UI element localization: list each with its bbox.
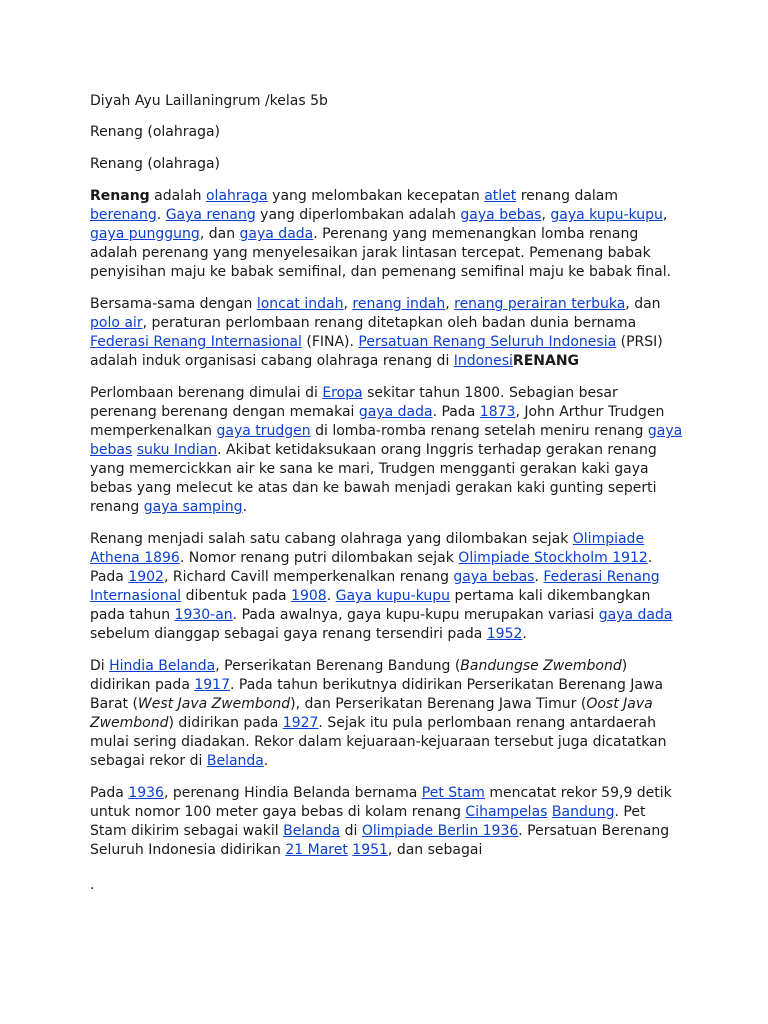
text-line — [90, 530, 644, 549]
text-line — [90, 549, 652, 568]
text-run: Perlombaan berenang dimulai di — [90, 385, 323, 401]
text-run: dibentuk pada — [181, 588, 292, 604]
text-run: adalah — [149, 188, 206, 204]
text-run: yang diperlombakan adalah — [255, 207, 461, 223]
text-line — [90, 784, 672, 803]
text-line — [90, 822, 669, 841]
wiki-link[interactable]: 21 Maret — [285, 842, 348, 858]
wiki-link[interactable]: Gaya kupu-kupu — [335, 588, 451, 604]
text-line — [90, 384, 618, 403]
document-title: Renang (olahraga) — [90, 124, 221, 140]
text-run: Bersama-sama dengan — [90, 296, 257, 312]
wiki-link[interactable]: Cihampelas — [465, 804, 548, 820]
wiki-link[interactable]: 1917 — [194, 677, 230, 693]
wiki-link[interactable]: Olimpiade — [572, 531, 645, 547]
text-run: , Perserikatan Berenang Bandung ( — [215, 658, 461, 674]
wiki-link[interactable]: Persatuan Renang Seluruh Indonesia — [358, 334, 617, 350]
text-line — [90, 568, 660, 587]
text-run: mencatat rekor 59,9 detik — [484, 785, 672, 801]
text-line — [90, 403, 664, 422]
document-title-repeat: Renang (olahraga) — [90, 156, 221, 172]
text-line — [90, 206, 667, 225]
text-run: . — [326, 588, 336, 604]
text-run: yang melombakan kecepatan — [267, 188, 485, 204]
text-run: (FINA). — [301, 334, 359, 350]
wiki-link[interactable]: Gaya renang — [165, 207, 256, 223]
italic-term: Bandungse Zwembond — [460, 658, 622, 674]
text-line — [90, 695, 653, 714]
wiki-link[interactable]: Federasi Renang Internasional — [90, 334, 302, 350]
wiki-link[interactable]: olahraga — [205, 188, 268, 204]
text-line — [90, 803, 645, 822]
text-line — [90, 314, 636, 333]
text-line — [90, 657, 627, 676]
text-line — [90, 187, 618, 206]
text-run: . Pada tahun berikutnya didirikan Perserikatan Berenang Jawa — [229, 677, 664, 693]
text-line — [90, 841, 482, 860]
wiki-link[interactable]: Belanda — [206, 753, 264, 769]
text-run: . — [263, 753, 269, 769]
text-run: adalah induk organisasi cabang olahraga renang di — [90, 353, 454, 369]
text-run: pertama kali dikembangkan — [450, 588, 651, 604]
text-run: , dan — [199, 226, 240, 242]
text-line — [90, 422, 682, 441]
wiki-link[interactable]: loncat indah — [256, 296, 344, 312]
text-line — [90, 352, 579, 371]
wiki-link[interactable]: gaya dada — [358, 404, 433, 420]
text-run: perenang berenang dengan memakai — [90, 404, 359, 420]
text-run: adalah perenang yang menyelesaikan jarak lintasan tercepat. Pemenang babak — [90, 245, 651, 261]
text-line — [90, 441, 657, 460]
text-line — [90, 479, 656, 498]
text-line — [90, 752, 268, 771]
text-run: penyisihan maju ke babak semifinal, dan pemenang semifinal maju ke babak final. — [90, 264, 672, 280]
text-line — [90, 676, 663, 695]
text-run: Stam dikirim sebagai wakil — [90, 823, 284, 839]
text-run: . Pada awalnya, gaya kupu-kupu merupakan variasi — [232, 607, 599, 623]
text-run: Pada — [90, 569, 129, 585]
wiki-link[interactable]: bebas — [90, 442, 133, 458]
wiki-link[interactable]: Bandung — [551, 804, 615, 820]
text-run: , — [541, 207, 551, 223]
text-run: ) didirikan pada — [168, 715, 283, 731]
text-run: didirikan pada — [90, 677, 195, 693]
text-run: Renang menjadi salah satu cabang olahraga yang dilombakan sejak — [90, 531, 573, 547]
text-line — [90, 587, 650, 606]
wiki-link[interactable]: 1927 — [282, 715, 319, 731]
text-run: sekitar tahun 1800. Sebagian besar — [362, 385, 618, 401]
text-line — [90, 225, 638, 244]
wiki-link[interactable]: gaya samping — [143, 499, 243, 515]
text-run: , John Arthur Trudgen — [515, 404, 665, 420]
text-run: , dan — [625, 296, 661, 312]
wiki-link[interactable]: 1902 — [128, 569, 164, 585]
text-run: bebas yang melecut ke atas dan ke bawah menjadi gerakan kaki gunting seperti — [90, 480, 657, 496]
text-run: ) — [621, 658, 628, 674]
wiki-link[interactable]: 1930-an — [174, 607, 233, 623]
wiki-link[interactable]: polo air — [90, 315, 143, 331]
text-run: , perenang Hindia Belanda bernama — [163, 785, 422, 801]
text-run: renang dalam — [516, 188, 619, 204]
text-run: ), dan Perserikatan Berenang Jawa Timur ( — [290, 696, 587, 712]
wiki-link[interactable]: berenang — [90, 207, 157, 223]
text-line — [90, 625, 527, 644]
text-run: . Pet — [614, 804, 646, 820]
text-run: . Akibat ketidaksukaan orang Inggris terhadap gerakan renang — [217, 442, 657, 458]
text-line — [90, 460, 649, 479]
wiki-link[interactable]: 1936 — [128, 785, 164, 801]
text-run: . — [522, 626, 527, 642]
italic-term: West Java Zwembond — [137, 696, 291, 712]
wiki-link[interactable]: renang perairan terbuka — [454, 296, 626, 312]
wiki-link[interactable]: gaya punggung — [90, 226, 200, 242]
text-run: . — [647, 550, 653, 566]
wiki-link[interactable]: 1951 — [352, 842, 388, 858]
wiki-link[interactable]: 1873 — [479, 404, 516, 420]
text-run: . Sejak itu pula perlombaan renang antardaerah — [318, 715, 656, 731]
text-line — [90, 733, 667, 752]
text-run: (PRSI) — [616, 334, 663, 350]
text-run: Di — [90, 658, 110, 674]
wiki-link[interactable]: Hindia Belanda — [109, 658, 216, 674]
wiki-link[interactable]: 1908 — [291, 588, 327, 604]
text-line — [90, 714, 656, 733]
text-run: sebagai rekor di — [90, 753, 207, 769]
wiki-link[interactable]: Athena 1896 — [90, 550, 180, 566]
wiki-link[interactable]: Federasi Renang — [543, 569, 660, 585]
wiki-link[interactable]: atlet — [484, 188, 517, 204]
text-run: di — [340, 823, 362, 839]
text-run: . Persatuan Berenang — [518, 823, 670, 839]
text-line — [90, 244, 651, 263]
italic-term: Zwembond — [90, 715, 169, 731]
text-line — [90, 295, 661, 314]
text-run: di lomba-romba renang setelah meniru renang — [310, 423, 648, 439]
text-line — [90, 263, 671, 282]
wiki-link[interactable]: suku Indian — [136, 442, 218, 458]
bold-term: Renang — [90, 188, 150, 204]
text-run: Pada — [90, 785, 129, 801]
wiki-link[interactable]: Olimpiade Stockholm 1912 — [458, 550, 648, 566]
wiki-link[interactable]: gaya dada — [598, 607, 673, 623]
text-run: . Perenang yang memenangkan lomba renang — [313, 226, 639, 242]
wiki-link[interactable]: Indonesi — [453, 353, 513, 369]
text-run: . — [242, 499, 248, 515]
text-run: . Nomor renang putri dilombakan sejak — [179, 550, 459, 566]
text-run: . — [534, 569, 544, 585]
text-run: . — [156, 207, 166, 223]
wiki-link[interactable]: Pet Stam — [421, 785, 485, 801]
wiki-link[interactable]: gaya bebas — [453, 569, 535, 585]
wiki-link[interactable]: Olimpiade Berlin 1936 — [361, 823, 519, 839]
text-run: renang — [90, 499, 144, 515]
text-run: , — [445, 296, 455, 312]
text-run: , — [662, 207, 668, 223]
text-run: memperkenalkan — [90, 423, 217, 439]
text-run: , dan sebagai — [387, 842, 483, 858]
text-run: Barat ( — [90, 696, 138, 712]
text-run: untuk nomor 100 meter gaya bebas di kolam renang — [90, 804, 466, 820]
wiki-link[interactable]: gaya — [647, 423, 683, 439]
text-run: Seluruh Indonesia didirikan — [90, 842, 286, 858]
text-run: sebelum dianggap sebagai gaya renang tersendiri pada — [90, 626, 487, 642]
wiki-link[interactable]: 1952 — [486, 626, 523, 642]
text-run: , peraturan perlombaan renang ditetapkan oleh badan dunia bernama — [142, 315, 637, 331]
text-run: mulai sering diadakan. Rekor dalam kejuaraan-kejuaraan tersebut juga dicatatkan — [90, 734, 667, 750]
bold-term: RENANG — [512, 353, 580, 369]
wiki-link[interactable]: gaya dada — [239, 226, 314, 242]
text-line — [90, 333, 663, 352]
text-line — [90, 498, 247, 517]
wiki-link[interactable]: gaya kupu-kupu — [550, 207, 663, 223]
text-line — [90, 606, 672, 625]
wiki-link[interactable]: renang indah — [352, 296, 446, 312]
text-run: , — [343, 296, 353, 312]
italic-term: Oost Java — [586, 696, 653, 712]
trailing-dot: . — [90, 877, 95, 893]
text-run: pada tahun — [90, 607, 175, 623]
text-run: , Richard Cavill memperkenalkan renang — [163, 569, 454, 585]
wiki-link[interactable]: Eropa — [322, 385, 363, 401]
wiki-link[interactable]: gaya trudgen — [216, 423, 311, 439]
wiki-link[interactable]: Internasional — [90, 588, 182, 604]
wiki-link[interactable]: Belanda — [283, 823, 341, 839]
text-run: . Pada — [432, 404, 480, 420]
text-run: yang memercickkan air ke sana ke mari, Trudgen mengganti gerakan kaki gaya — [90, 461, 649, 477]
author-line: Diyah Ayu Laillaningrum /kelas 5b — [90, 93, 328, 109]
wiki-link[interactable]: gaya bebas — [460, 207, 542, 223]
